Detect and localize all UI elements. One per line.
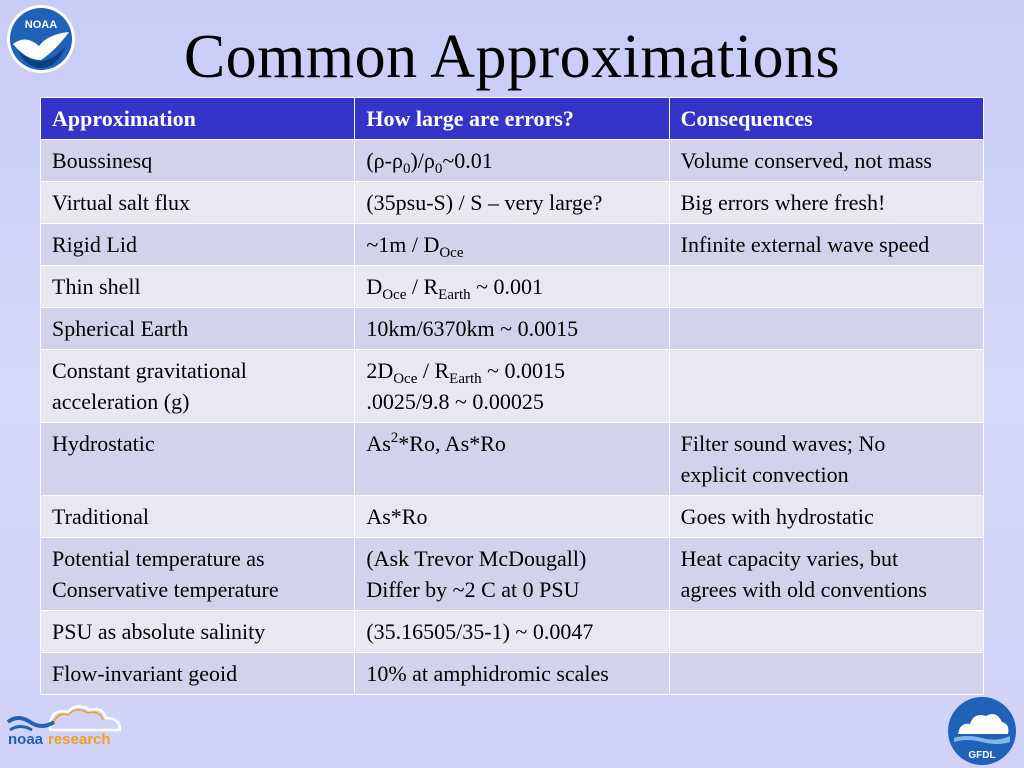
cell-errors: $D_{Oce} / R_{Earth}$ ~ 0.001 [355, 266, 669, 308]
table-row [41, 611, 984, 653]
svg-text:NOAA: NOAA [24, 19, 58, 31]
table-row [41, 496, 984, 538]
cell-approximation: Hydrostatic [41, 423, 355, 496]
cell-errors: (35.16505/35-1) ~ 0.0047 [355, 611, 669, 653]
cell-approximation: Flow-invariant geoid [41, 653, 355, 695]
cell-consequences [669, 653, 983, 695]
cell-consequences: Filter sound waves; No explicit convection [669, 423, 983, 496]
cell-errors: (Ask Trevor McDougall) Differ by ~2 C at 0 PSU [355, 538, 669, 611]
table-row [41, 182, 984, 224]
cell-consequences [669, 350, 983, 423]
table-row [41, 653, 984, 695]
cell-approximation: Virtual salt flux [41, 182, 355, 224]
cell-approximation: Spherical Earth [41, 308, 355, 350]
gfdl-logo [946, 696, 1018, 766]
cell-errors: As$^2$*Ro, As*Ro [355, 423, 669, 496]
header-consequences: Consequences [669, 98, 983, 140]
cell-approximation: Potential temperature as Conservative temperature [41, 538, 355, 611]
cell-consequences [669, 611, 983, 653]
table-header-row [41, 98, 984, 140]
cell-errors: ~1m / $D_{Oce}$ [355, 224, 669, 266]
cell-errors: $2D_{Oce} / R_{Earth}$ ~ 0.0015 .0025/9.8 ~ 0.00025 [355, 350, 669, 423]
cell-approximation: Rigid Lid [41, 224, 355, 266]
cell-approximation: Boussinesq [41, 140, 355, 182]
table-row [41, 140, 984, 182]
svg-text:noaa: noaa [8, 731, 44, 748]
cell-errors: As*Ro [355, 496, 669, 538]
table-row [41, 423, 984, 496]
table-row [41, 350, 984, 423]
noaa-research-logo [6, 700, 130, 756]
cell-errors: $(\rho-\rho_0)/\rho_0\sim 0.01$ [355, 140, 669, 182]
cell-consequences: Goes with hydrostatic [669, 496, 983, 538]
cell-errors: (35psu-S) / S – very large? [355, 182, 669, 224]
cell-consequences: Heat capacity varies, but agrees with old conventions [669, 538, 983, 611]
cell-errors: 10km/6370km ~ 0.0015 [355, 308, 669, 350]
table-row [41, 538, 984, 611]
cell-consequences: Infinite external wave speed [669, 224, 983, 266]
cell-approximation: PSU as absolute salinity [41, 611, 355, 653]
table-row [41, 266, 984, 308]
slide-title: Common Approximations [183, 23, 841, 91]
cell-approximation: Constant gravitational acceleration (g) [41, 350, 355, 423]
svg-text:GFDL: GFDL [968, 750, 996, 761]
header-approximation: Approximation [41, 98, 355, 140]
cell-consequences [669, 308, 983, 350]
cell-consequences [669, 266, 983, 308]
table-row [41, 224, 984, 266]
header-errors: How large are errors? [355, 98, 669, 140]
svg-text:research: research [48, 731, 111, 748]
approximations-table [40, 97, 984, 695]
cell-consequences: Volume conserved, not mass [669, 140, 983, 182]
cell-errors: 10% at amphidromic scales [355, 653, 669, 695]
table-row [41, 308, 984, 350]
cell-approximation: Thin shell [41, 266, 355, 308]
cell-approximation: Traditional [41, 496, 355, 538]
cell-consequences: Big errors where fresh! [669, 182, 983, 224]
